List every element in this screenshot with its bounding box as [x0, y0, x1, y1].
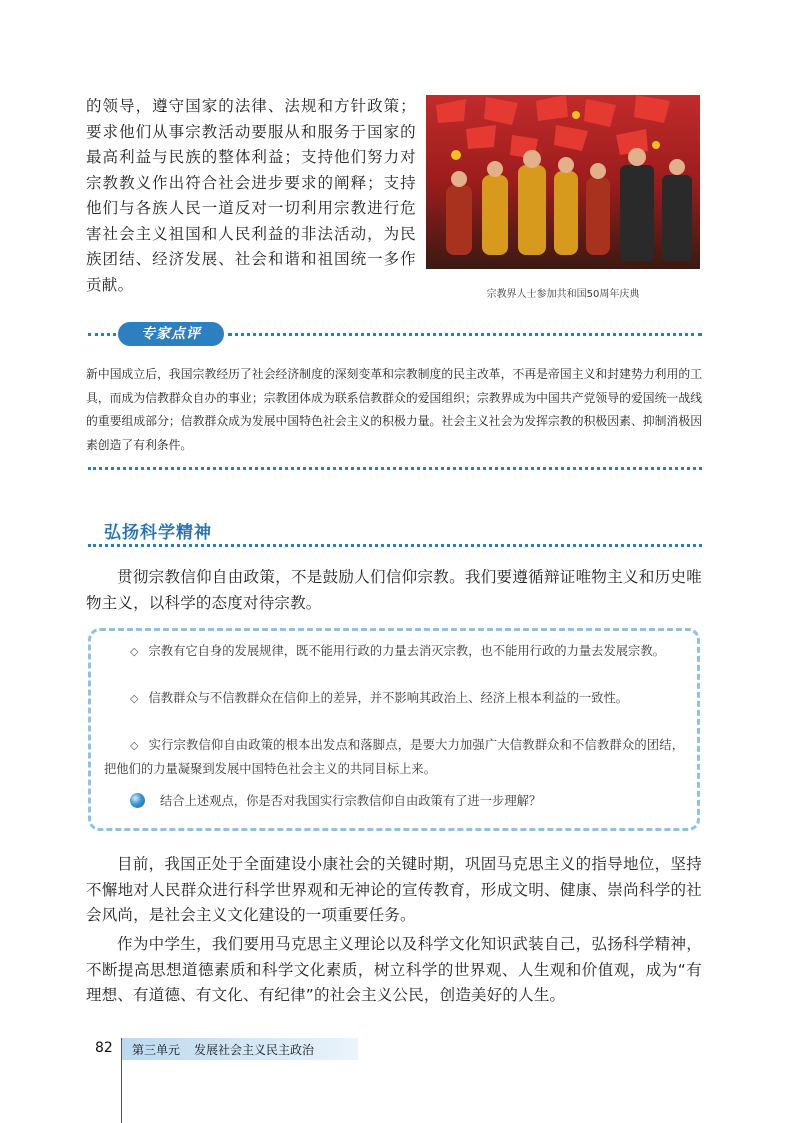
- paragraph-student-role: 作为中学生，我们要用马克思主义理论以及科学文化知识武装自己，弘扬科学精神，不断提高思想道德素质和科学文化素质，树立科学的世界观、人生观和价值观，成为“有理想、有道德、有文化、有纪律”的社会主义公民，创造美好的人生。: [86, 935, 702, 1004]
- diamond-bullet-icon: ◇: [130, 692, 139, 705]
- section-title: 弘扬科学精神: [104, 523, 212, 543]
- unit-number: 第三单元: [132, 1043, 181, 1057]
- diamond-bullet-icon: ◇: [130, 645, 139, 658]
- intro-paragraph: 的领导，遵守国家的法律、法规和方针政策；要求他们从事宗教活动要服从和服务于国家的最高利益与民族的整体利益；支持他们努力对宗教教义作出符合社会进步要求的阐释；支持他们与各族人民一道反对一切利用宗教进行危害社会主义祖国和人民利益的非法活动，为民族团结、经济发展、社会和谐和祖国统一多作贡献。: [86, 97, 416, 294]
- discussion-point: ◇ 信教群众与不信教群众在信仰上的差异，并不影响其政治上、经济上根本利益的一致性。: [130, 691, 629, 705]
- footer-unit-label: [132, 1041, 314, 1058]
- discussion-point: ◇ 宗教有它自身的发展规律，既不能用行政的力量去消灭宗教，也不能用行政的力量去发展宗教。: [130, 644, 665, 658]
- discussion-question: 结合上述观点，你是否对我国实行宗教信仰自由政策有了进一步理解？: [160, 794, 542, 808]
- globe-icon: [130, 793, 145, 808]
- paragraph-cultural-task: 目前，我国正处于全面建设小康社会的关键时期，巩固马克思主义的指导地位，坚持不懈地对人民群众进行科学世界观和无神论的宣传教育，形成文明、健康、崇尚科学的社会风尚，是社会主义文化建设的一项重要任务。: [86, 855, 702, 924]
- unit-title: 发展社会主义民主政治: [194, 1043, 315, 1057]
- discussion-point: ◇ 实行宗教信仰自由政策的根本出发点和落脚点，是要大力加强广大信教群众和不信教群众的团结，把他们的力量凝聚到发展中国特色社会主义的共同目标上来。: [104, 738, 684, 776]
- diamond-bullet-icon: ◇: [130, 739, 139, 752]
- dotted-rule: [228, 333, 702, 336]
- expert-review-text: 新中国成立后，我国宗教经历了社会经济制度的深刻变革和宗教制度的民主改革，不再是帝国主义和封建势力利用的工具，而成为信教群众自办的事业；宗教团体成为联系信教群众的爱国组织；宗教界成为中国共产党领导的爱国统一战线的重要组成部分；信教群众成为发展中国特色社会主义的积极力量。社会主义社会为发挥宗教的积极因素、抑制消极因素创造了有利条件。: [86, 367, 702, 452]
- dotted-rule: [88, 333, 116, 336]
- page-number: 82: [95, 1040, 113, 1056]
- paragraph-science-attitude: 贯彻宗教信仰自由政策，不是鼓励人们信仰宗教。我们要遵循辩证唯物主义和历史唯物主义，以科学的态度对待宗教。: [86, 568, 702, 612]
- photo-caption: 宗教界人士参加共和国50周年庆典: [486, 289, 640, 300]
- dotted-rule: [88, 544, 702, 547]
- celebration-photo: [426, 95, 700, 269]
- expert-review-tag: 专家点评: [118, 322, 224, 346]
- dotted-rule: [88, 467, 702, 470]
